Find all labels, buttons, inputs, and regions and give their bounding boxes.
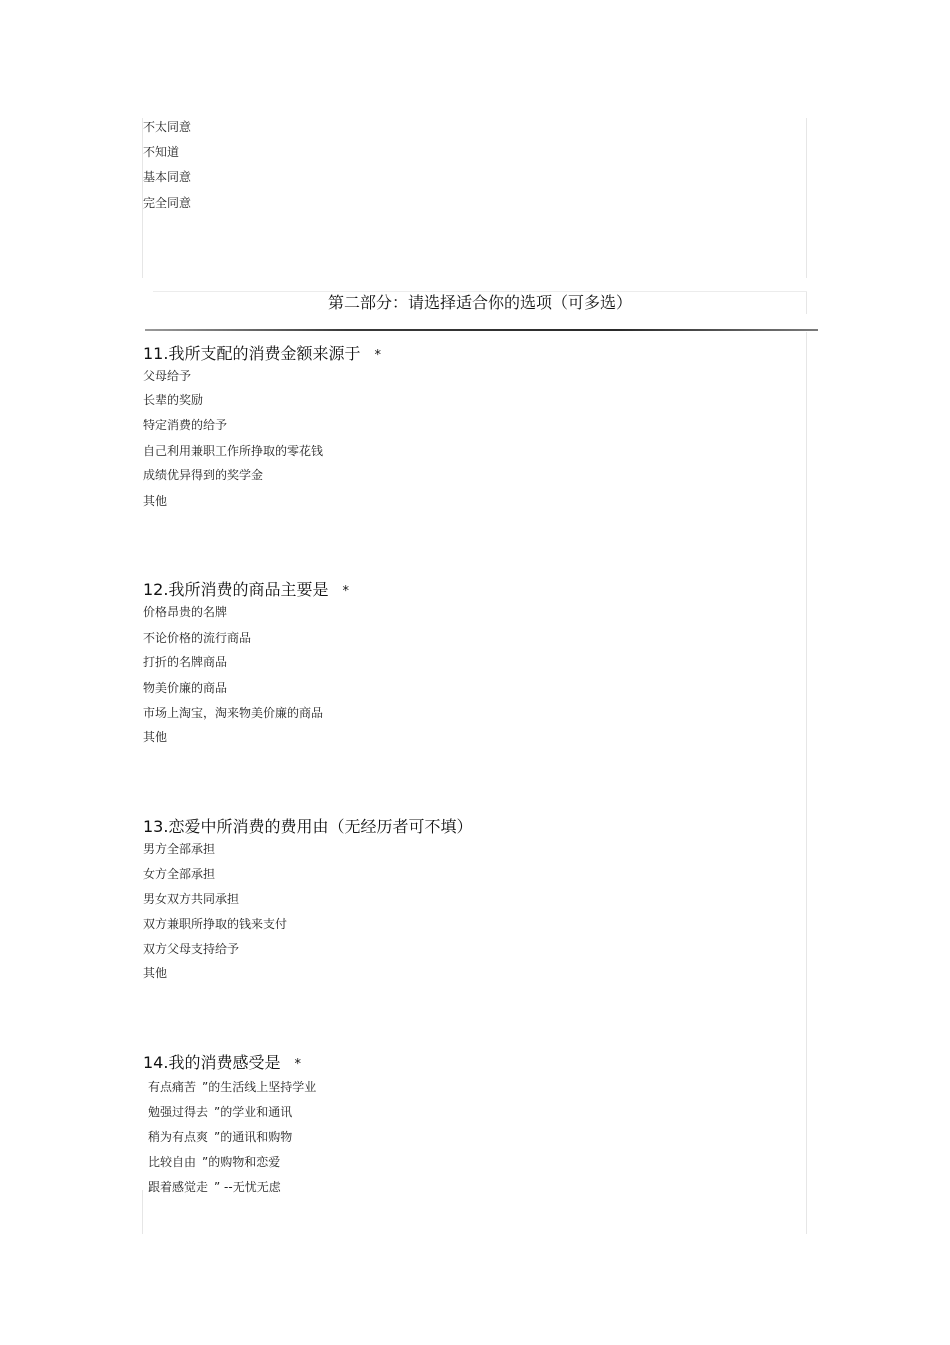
q13-option[interactable]: 双方兼职所挣取的钱来支付 [143, 917, 288, 931]
q14-option-detail: ” --无忧无虑 [214, 1180, 281, 1194]
q13-option[interactable]: 男方全部承担 [143, 842, 216, 856]
q14-option-phrase: 稍为有点爽 [148, 1130, 209, 1144]
q12-option[interactable]: 价格昂贵的名牌 [143, 605, 228, 619]
q11-option[interactable]: 长辈的奖励 [143, 393, 204, 407]
q14-option-detail: ”的购物和恋爱 [202, 1155, 281, 1169]
q12-option[interactable]: 物美价廉的商品 [143, 681, 228, 695]
right-border-top [806, 118, 807, 278]
required-marker: * [294, 1057, 301, 1072]
question-12-text: 12.我所消费的商品主要是 [143, 580, 329, 599]
question-13-title [143, 817, 472, 837]
q12-option[interactable]: 不论价格的流行商品 [143, 631, 252, 645]
q13-option[interactable]: 女方全部承担 [143, 867, 216, 881]
q11-option[interactable]: 其他 [143, 494, 168, 508]
q14-option[interactable] [148, 1130, 292, 1144]
question-11-text: 11.我所支配的消费金额来源于 [143, 344, 361, 363]
q14-option[interactable] [148, 1105, 292, 1119]
q14-option-detail: ”的通讯和购物 [214, 1130, 293, 1144]
top-option[interactable]: 完全同意 [143, 196, 192, 210]
q14-option[interactable] [148, 1080, 316, 1094]
top-option[interactable]: 不太同意 [143, 120, 192, 134]
q12-option[interactable]: 打折的名牌商品 [143, 655, 228, 669]
required-marker: * [342, 584, 349, 599]
q14-option-phrase: 有点痛苦 [148, 1080, 197, 1094]
question-12-title [143, 580, 349, 602]
top-option[interactable]: 不知道 [143, 145, 180, 159]
q13-option[interactable]: 其他 [143, 966, 168, 980]
section-bottom-divider [145, 329, 818, 331]
q11-option[interactable]: 特定消费的给予 [143, 418, 228, 432]
right-border-main [806, 332, 807, 1234]
question-14-text: 14.我的消费感受是 [143, 1053, 281, 1072]
q14-option-phrase: 跟着感觉走 [148, 1180, 209, 1194]
required-marker: * [374, 348, 381, 363]
question-13-text: 13.恋爱中所消费的费用由（无经历者可不填） [143, 817, 473, 836]
q14-option-detail: ”的生活线上坚持学业 [202, 1080, 317, 1094]
q14-option[interactable] [148, 1155, 280, 1169]
q13-option[interactable]: 男女双方共同承担 [143, 892, 240, 906]
q14-option-detail: ”的学业和通讯 [214, 1105, 293, 1119]
q11-option[interactable]: 成绩优异得到的奖学金 [143, 468, 264, 482]
top-option[interactable]: 基本同意 [143, 170, 192, 184]
q11-option[interactable]: 父母给予 [143, 369, 192, 383]
section-title: 第二部分：请选择适合你的选项（可多选） [327, 293, 632, 312]
q14-option[interactable] [148, 1180, 281, 1194]
q12-option[interactable]: 其他 [143, 730, 168, 744]
question-14-title [143, 1053, 301, 1075]
q11-option[interactable]: 自己利用兼职工作所挣取的零花钱 [143, 444, 324, 458]
left-border-bottom [142, 1190, 143, 1234]
question-11-title [143, 344, 381, 366]
q14-option-phrase: 勉强过得去 [148, 1105, 209, 1119]
q12-option[interactable]: 市场上淘宝，淘来物美价廉的商品 [143, 706, 324, 720]
q14-option-phrase: 比较自由 [148, 1155, 197, 1169]
q13-option[interactable]: 双方父母支持给予 [143, 942, 240, 956]
